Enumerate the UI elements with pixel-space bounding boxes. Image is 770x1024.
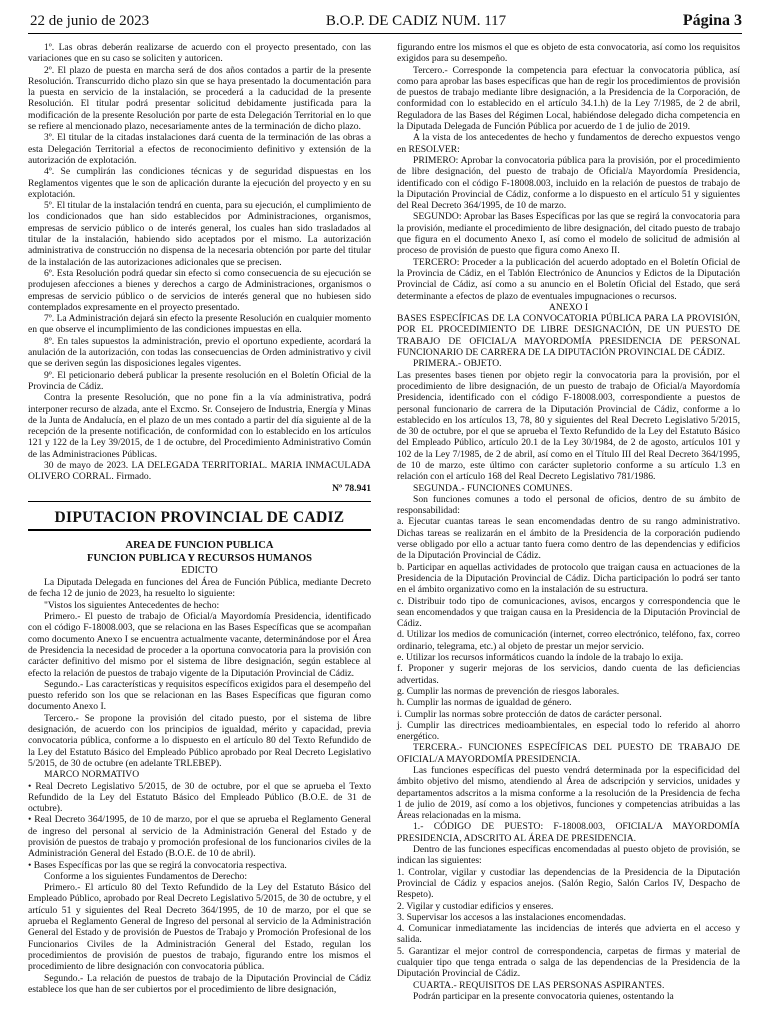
paragraph: d. Utilizar los medios de comunicación (internet, correo electrónico, teléfono, fax, correo ordinario, telegrama, etc.) al objeto de prestar un mejor servicio. [397, 629, 740, 652]
paragraph: CUARTA.- REQUISITOS DE LAS PERSONAS ASPIRANTES. [413, 979, 665, 991]
paragraph: 2. Vigilar y custodiar edificios y enseres. [397, 900, 554, 912]
paragraph: La Diputada Delegada en funciones del Área de Función Pública, mediante Decreto de fecha 12 de junio de 2023, ha resuelto lo siguiente: [28, 577, 371, 600]
paragraph: e. Utilizar los recursos informáticos cuando la índole de la trabajo lo exija. [397, 652, 684, 664]
list-item: • Real Decreto 364/1995, de 10 de marzo, por el que se aprueba el Reglamento General de ingreso del personal al servicio de la Administración General del Estado y de provisión de puestos de trabajo y promoción profesional de los funcionarios civiles de la Administración General del Estado (B.O.E. de 10 de abril). [28, 814, 371, 860]
paragraph: 8º. En tales supuestos la administración, previo el oportuno expediente, acordará la anulación de la autorización, con todas las consecuencias de Orden administrativo y civil que se deriven según las disposiciones legales vigentes. [28, 335, 371, 370]
paragraph: Podrán participar en la presente convocatoria quienes, ostentando la [413, 990, 674, 1002]
right-column [397, 42, 740, 1002]
paragraph: Dentro de las funciones específicas encomendadas al puesto objeto de provisión, se indican las siguientes: [397, 844, 740, 867]
paragraph: PRIMERO: Aprobar la convocatoria pública para la provisión, por el procedimiento de libre designación, del puesto de trabajo de Oficial/a Mayordomía Presidencia, identificado con el código F-18008.003, incluido en la relación de puestos de trabajo de la Diputación Provincial de Cádiz, conforme a lo dispuesto en el artículo 51 y siguientes del Real Decreto 364/1995, de 10 de marzo. [397, 154, 740, 212]
paragraph: 1.- CÓDIGO DE PUESTO: F-18008.003, OFICIAL/A MAYORDOMÍA PRESIDENCIA, ADSCRITO AL ÁREA DE PRESIDENCIA. [397, 821, 740, 844]
paragraph: 4. Comunicar inmediatamente las incidencias de interés que advierta en el acceso y salida. [397, 923, 740, 946]
paragraph: "Vistos los siguientes Antecedentes de hecho: [44, 599, 220, 611]
resolution-text [28, 42, 371, 494]
title-rule [28, 529, 371, 531]
section-heading: MARCO NORMATIVO [44, 769, 140, 781]
paragraph: SEGUNDO: Aprobar las Bases Específicas por las que se regirá la convocatoria para la provisión, mediante el procedimiento de libre designación, del citado puesto de trabajo que figura en el documento Anexo I, así como el modelo de solicitud de admisión al proceso de provisión de puesto que figura como Anexo II. [397, 211, 740, 257]
paragraph: 7º. La Administración dejará sin efecto la presente Resolución en cualquier momento en que observe el incumplimiento de las condiciones impuestas en ella. [28, 313, 371, 336]
section-separator [28, 501, 371, 502]
paragraph: TERCERA.- FUNCIONES ESPECÍFICAS DEL PUESTO DE TRABAJO DE OFICIAL/A MAYORDOMÍA PRESIDENCIA. [397, 742, 740, 765]
paragraph: j. Cumplir las directrices medioambientales, en especial todo lo referido al ahorro energético. [397, 719, 740, 743]
paragraph: Segundo.- La relación de puestos de trabajo de la Diputación Provincial de Cádiz establece los que han de ser cubiertos por el procedimiento de libre designación, [28, 972, 371, 995]
organization-title: DIPUTACION PROVINCIAL DE CADIZ [54, 508, 345, 526]
paragraph: 2º. El plazo de puesta en marcha será de dos años contados a partir de la presente Resolución. Transcurrido dicho plazo sin que se haya presentado la documentación para la puesta en servicio de la instalación, se procederá a la caducidad de la presente Resolución. El titular podrá presentar solicitud debidamente justificada para la modificación de la presente Resolución por parte de esta Delegación Territorial en lo que se refiere al mencionado plazo, necesariamente antes de la terminación de dicho plazo. [28, 64, 371, 133]
left-column [28, 42, 371, 995]
paragraph: 3. Supervisar los accesos a las instalaciones encomendadas. [397, 911, 626, 923]
paragraph: PRIMERA.- OBJETO. [413, 358, 502, 370]
list-item: • Real Decreto Legislativo 5/2015, de 30 de octubre, por el que se aprueba el Texto Refundido de la Ley del Estatuto Básico del Empleado Público (B.O.E. de 31 de octubre). [28, 780, 371, 815]
area-subtitle: FUNCION PUBLICA Y RECURSOS HUMANOS [87, 553, 312, 565]
paragraph: Las funciones específicas del puesto vendrá determinada por la especificidad del ámbito objetivo del mismo, atendiendo al Área de adscripción y servicios, unidades y departamentos adscritos a la misma conforme a la resolución de la Presidencia de fecha 1 de julio de 2019, así como a los objetivos, funciones y competencias atribuidas a las Áreas relacionadas en la misma. [397, 765, 740, 822]
paragraph: Primero.- El puesto de trabajo de Oficial/a Mayordomía Presidencia, identificado con el código F-18008.003, que se relaciona en las Bases Específicas que se acompañan como documento Anexo I se encuentra actualmente vacante, determinándose por el Área de Presidencia la necesidad de proceder a la oportuna convocatoria para la provisión con carácter definitivo del mismo por el sistema de libre designación, según establece al efecto la relación de puestos de trabajo vigente de la Diputación Provincial de Cádiz. [28, 611, 371, 679]
header-page-number: Página 3 [682, 12, 742, 29]
paragraph: 5. Garantizar el mejor control de correspondencia, carpetas de firmas y material de cualquier tipo que tenga entrada o salga de las dependencias de la Presidencia de la Diputación Provincial de Cádiz. [397, 945, 740, 980]
reference-number: Nº 78.941 [332, 482, 371, 494]
paragraph: Conforme a los siguientes Fundamentos de Derecho: [44, 870, 248, 882]
paragraph: BASES ESPECÍFICAS DE LA CONVOCATORIA PÚBLICA PARA LA PROVISIÓN, POR EL PROCEDIMIENTO DE LIBRE DESIGNACIÓN, DE UN PUESTO DE TRABAJO DE OFICIAL/A MAYORDOMÍA PRESIDENCIA DE PERSONAL FUNCIONARIO DE CARRERA DE LA DIPUTACIÓN PROVINCIAL DE CÁDIZ. [397, 313, 740, 359]
signature-line: 30 de mayo de 2023. LA DELEGADA TERRITORIAL. MARIA INMACULADA OLIVERO CORRAL. Firmado. [28, 459, 371, 483]
paragraph: 1º. Las obras deberán realizarse de acuerdo con el proyecto presentado, con las variaciones que en su caso se soliciten y autoricen. [28, 42, 371, 65]
header-rule [28, 33, 742, 34]
paragraph: 3º. El titular de la citadas instalaciones dará cuenta de la terminación de las obras a esta Delegación Territorial a efectos de reconocimiento definitivo y extensión de la autorización de explotación. [28, 132, 371, 166]
paragraph: f. Proponer y sugerir mejoras de los servicios, dando cuenta de las deficiencias advertidas. [397, 663, 740, 686]
paragraph: 1. Controlar, vigilar y custodiar las dependencias de la Presidencia de la Diputación Provincial de Cádiz y espacios anejos. (Salón Regio, Salón Carlos IV, Despacho de Respeto). [397, 866, 740, 901]
paragraph: 5º. El titular de la instalación tendrá en cuenta, para su ejecución, el cumplimiento de los condicionados que han sido establecidos por Administraciones, organismos, empresas de servicio público o de interés general, los cuales han sido trasladados al titular de la instalación, habiendo sido aceptados por el mismo. La autorización administrativa de construcción no dispensa de la necesaria obtención por parte del titular de la instalación de las autorizaciones adicionales que se precisen. [28, 200, 371, 268]
paragraph: Tercero.- Corresponde la competencia para efectuar la convocatoria pública, así como para aprobar las bases específicas que han de regir los procedimientos de provisión de puestos de trabajo mediante libre designación, a la Presidencia de la Corporación, de conformidad con lo establecido en el artículo 34.1.h) de la Ley 7/1985, de 2 de abril, Reguladora de las Bases del Régimen Local, habiéndose delegado dicha competencia en la Diputada Delegada de Función Pública por acuerdo de 1 de julio de 2019. [397, 64, 740, 133]
paragraph: A la vista de los antecedentes de hecho y fundamentos de derecho expuestos vengo en RESOLVER: [397, 132, 740, 155]
paragraph: Segundo.- Las características y requisitos específicos exigidos para el desempeño del puesto referido son los que se relacionan en las Bases Específicas que figuran como documento Anexo I. [28, 678, 371, 713]
paragraph: Son funciones comunes a todo el personal de oficios, dentro de su ámbito de responsabilidad: [397, 493, 740, 517]
paragraph: 9º. El peticionario deberá publicar la presente resolución en el Boletín Oficial de la Provincia de Cádiz. [28, 369, 371, 392]
paragraph: b. Participar en aquellas actividades de protocolo que traigan causa en actuaciones de la Presidencia de la Diputación Provincial de Cádiz. Dicha participación lo podrá ser tanto en el ámbito organizativo como en la instalación de su estructura. [397, 561, 740, 596]
paragraph: 6º. Esta Resolución podrá quedar sin efecto si como consecuencia de su ejecución se produjesen afecciones a bienes y derechos a cargo de Administraciones, organismos o empresas de servicio público o de servicios de interés general que no hubiesen sido contemplados expresamente en el proyecto presentado. [28, 267, 371, 313]
list-item: • Bases Específicas por las que se regirá la convocatoria respectiva. [28, 859, 287, 871]
paragraph: Contra la presente Resolución, que no pone fin a la vía administrativa, podrá interponer recurso de alzada, ante el Excmo. Sr. Consejero de Industria, Energía y Minas de la Junta de Andalucía, en el plazo de un mes contado a partir del día siguiente al de la recepción de la presente notificación, de conformidad con lo establecido en los artículos 121 y 122 de la Ley 39/2015, de 1 de octubre, del Procedimiento Administrativo Común de las Administraciones Públicas. [28, 392, 371, 460]
decree-text [28, 577, 371, 995]
area-title: AREA DE FUNCION PUBLICA [125, 540, 274, 552]
edicto-heading: EDICTO [181, 565, 218, 577]
header-title: B.O.P. DE CADIZ NUM. 117 [325, 13, 507, 29]
paragraph: h. Cumplir las normas de igualdad de género. [397, 697, 572, 709]
header-date: 22 de junio de 2023 [30, 13, 150, 29]
paragraph: SEGUNDA.- FUNCIONES COMUNES. [413, 482, 573, 494]
paragraph: g. Cumplir las normas de prevención de riesgos laborales. [397, 685, 620, 697]
paragraph: TERCERO: Proceder a la publicación del acuerdo adoptado en el Boletín Oficial de la Provincia de Cádiz, en el Tablón Electrónico de Anuncios y Edictos de la Diputación Provincial de Cádiz, así como a su anuncio en el Boletín Oficial del Estado, que será determinante a efectos de plazo de eventuales impugnaciones o recursos. [397, 256, 740, 302]
paragraph: c. Distribuir todo tipo de comunicaciones, avisos, encargos y correspondencia que le sean encomendados y que traigan causa en la Presidencia de la Diputación Provincial de Cádiz. [397, 595, 740, 630]
paragraph: 4º. Se cumplirán las condiciones técnicas y de seguridad dispuestas en los Reglamentos vigentes que le son de aplicación durante la ejecución del proyecto y en su explotación. [28, 166, 371, 200]
paragraph: a. Ejecutar cuantas tareas le sean encomendadas dentro de su rango administrativo. Dichas tareas se realizarán en el ámbito de la Presidencia de la corporación pudiendo verse obligado por ello a actuar tanto fuera como dentro de las dependencias y edificios de la Diputación Provincial de Cádiz. [397, 516, 740, 562]
paragraph: i. Cumplir las normas sobre protección de datos de carácter personal. [397, 708, 662, 720]
paragraph: Las presentes bases tienen por objeto regir la convocatoria para la provisión, por el procedimiento de libre designación, de un puesto de trabajo de Oficial/a Mayordomía Presidencia, identificado con el código F-18008.003, correspondiente a puestos de personal funcionario de carrera de la Diputación Provincial de Cádiz, conforme a lo establecido en los artículos 13, 78, 80 y siguientes del Real Decreto Legislativo 5/2015, de 30 de octubre, por el que se aprueba el Texto Refundido de la Ley del Estatuto Básico del Empleado Público, artículo 20.1 de la Ley 30/1984, de 2 de agosto, artículos 101 y 102 de la Ley 7/1985, de 2 de abril, así como en el Título III del Real Decreto 364/1995, de 10 de marzo, este último con carácter supletorio conforme a su artículo 1.3 en relación con el artículo 168 del Real Decreto Legislativo 781/1986. [397, 369, 740, 483]
paragraph: Primero.- El artículo 80 del Texto Refundido de la Ley del Estatuto Básico del Empleado Público, aprobado por Real Decreto Legislativo 5/2015, de 30 de octubre, y el artículo 51 y siguientes del Real Decreto 364/1995, de 10 de marzo, por el que se aprueba el Reglamento General de Ingreso del personal al servicio de la Administración General del Estado y de provisión de Puestos de Trabajo y Promoción Profesional de los Funcionarios Civiles de la Administración General del Estado, regulan los procedimientos de provisión de puestos de trabajo, figurando entre los mismos el procedimiento de libre designación con convocatoria pública. [28, 882, 371, 973]
paragraph: Tercero.- Se propone la provisión del citado puesto, por el sistema de libre designación, de acuerdo con los principios de igualdad, mérito y capacidad, previa convocatoria pública, conforme a lo dispuesto en el artículo 80 del Texto Refundido de la Ley del Estatuto Básico del Empleado Público aprobado por Real Decreto Legislativo 5/2015, de 30 de octubre (en adelante TRLEBEP). [28, 712, 371, 769]
page-header [30, 12, 742, 34]
paragraph: figurando entre los mismos el que es objeto de esta convocatoria, así como los requisitos exigidos para su desempeño. [397, 42, 740, 65]
section-heading: ANEXO I [548, 301, 589, 313]
